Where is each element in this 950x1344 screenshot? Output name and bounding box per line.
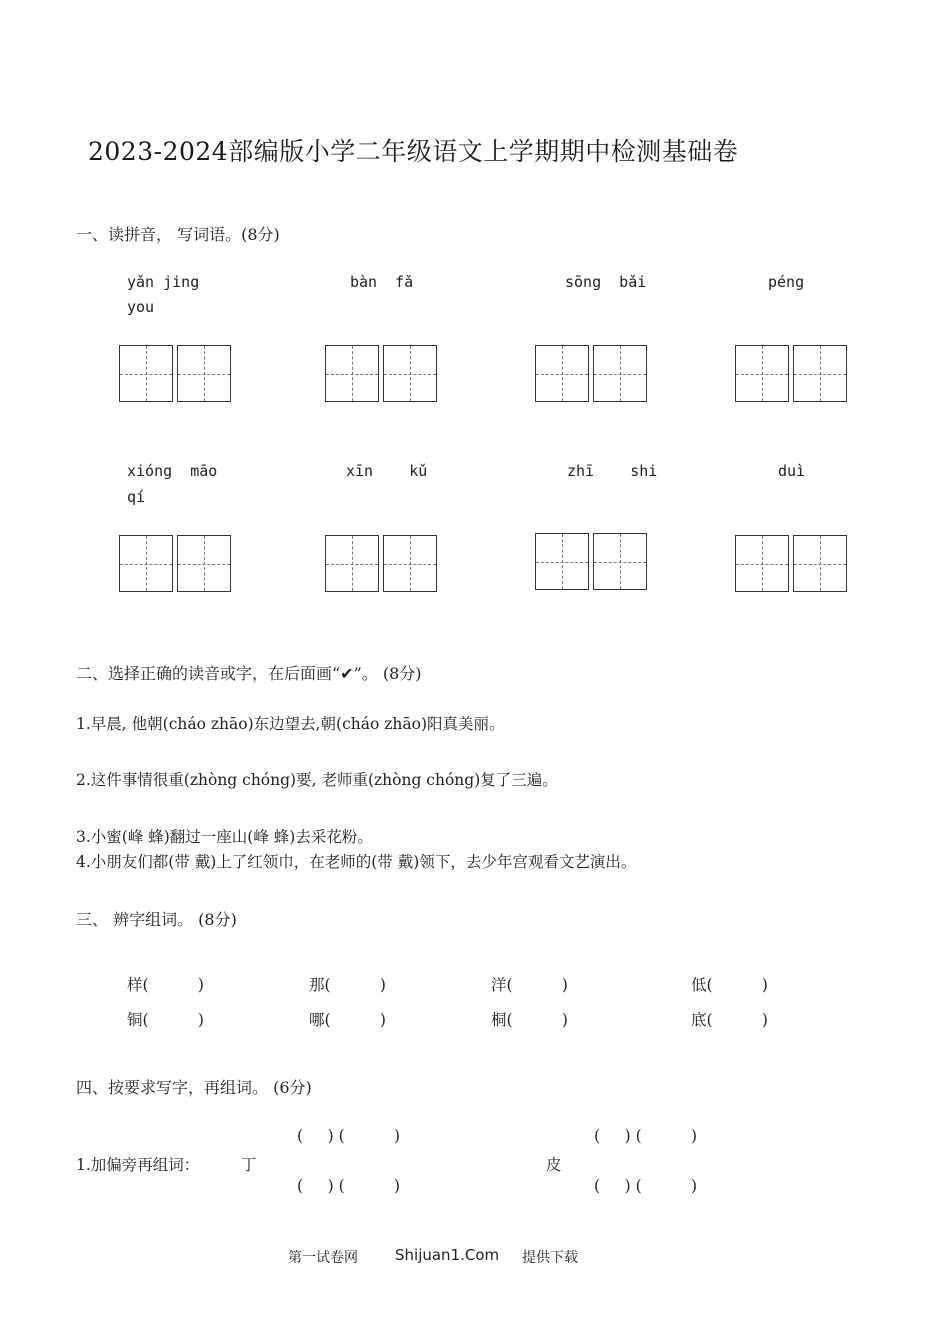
word-group-item: 底( ) bbox=[691, 1011, 768, 1029]
writing-box[interactable] bbox=[535, 533, 589, 590]
answer-blank: ( ) ( ) bbox=[594, 1177, 698, 1195]
footer-right-text: 提供下载 bbox=[522, 1250, 578, 1266]
section1-heading: 一、读拼音， 写词语。(8分) bbox=[76, 225, 280, 244]
writing-box[interactable] bbox=[535, 345, 589, 402]
word-group-item: 样( ) bbox=[127, 976, 204, 994]
writing-box[interactable] bbox=[177, 345, 231, 402]
writing-box[interactable] bbox=[735, 345, 789, 402]
page-title: 2023-2024部编版小学二年级语文上学期期中检测基础卷 bbox=[88, 137, 739, 166]
pinyin-item: xióng māo bbox=[127, 462, 218, 480]
section3-heading: 三、 辨字组词。 (8分) bbox=[76, 910, 237, 929]
pinyin-item: you bbox=[127, 298, 155, 316]
word-group-item: 哪( ) bbox=[309, 1011, 386, 1029]
word-group-item: 那( ) bbox=[309, 976, 386, 994]
question-item: 3.小蜜(峰 蜂)翻过一座山(峰 蜂)去采花粉。 bbox=[76, 828, 373, 846]
word-group-item: 铜( ) bbox=[127, 1011, 204, 1029]
footer-left-text: 第一试卷网 bbox=[288, 1250, 358, 1266]
writing-box[interactable] bbox=[735, 535, 789, 592]
writing-box[interactable] bbox=[119, 535, 173, 592]
writing-box[interactable] bbox=[793, 535, 847, 592]
writing-box[interactable] bbox=[383, 535, 437, 592]
section4-question-label: 1.加偏旁再组词： bbox=[76, 1156, 200, 1174]
answer-blank: ( ) ( ) bbox=[297, 1177, 401, 1195]
writing-box[interactable] bbox=[383, 345, 437, 402]
word-group-item: 桐( ) bbox=[491, 1011, 568, 1029]
question-item: 4.小朋友们都(带 戴)上了红领巾，在老师的(带 戴)领下，去少年宫观看文艺演出。 bbox=[76, 853, 637, 871]
writing-box[interactable] bbox=[119, 345, 173, 402]
word-group-item: 洋( ) bbox=[491, 976, 568, 994]
base-character: 皮 bbox=[546, 1156, 562, 1174]
question-item: 2.这件事情很重(zhòng chóng)要, 老师重(zhòng chóng)复了三遍。 bbox=[76, 771, 558, 789]
pinyin-item: xīn kǔ bbox=[346, 462, 428, 480]
pinyin-item: qí bbox=[127, 488, 146, 506]
pinyin-item: yǎn jing bbox=[127, 273, 200, 291]
question-item: 1.早晨, 他朝(cháo zhāo)东边望去,朝(cháo zhāo)阳真美丽。 bbox=[76, 715, 505, 733]
answer-blank: ( ) ( ) bbox=[594, 1127, 698, 1145]
footer-site-link[interactable]: Shijuan1.Com bbox=[395, 1246, 500, 1264]
section4-heading: 四、按要求写字，再组词。 (6分) bbox=[76, 1078, 312, 1097]
writing-box[interactable] bbox=[793, 345, 847, 402]
word-group-item: 低( ) bbox=[691, 976, 768, 994]
answer-blank: ( ) ( ) bbox=[297, 1127, 401, 1145]
writing-box[interactable] bbox=[325, 345, 379, 402]
base-character: 丁 bbox=[241, 1156, 257, 1174]
writing-box[interactable] bbox=[593, 345, 647, 402]
pinyin-item: zhī shi bbox=[567, 462, 658, 480]
writing-box[interactable] bbox=[325, 535, 379, 592]
pinyin-item: bàn fǎ bbox=[350, 273, 414, 291]
pinyin-item: péng bbox=[768, 273, 805, 291]
section2-heading: 二、选择正确的读音或字，在后面画“✔”。 (8分) bbox=[76, 664, 422, 683]
pinyin-item: duì bbox=[778, 462, 806, 480]
writing-box[interactable] bbox=[177, 535, 231, 592]
pinyin-item: sōng bǎi bbox=[565, 273, 647, 291]
writing-box[interactable] bbox=[593, 533, 647, 590]
